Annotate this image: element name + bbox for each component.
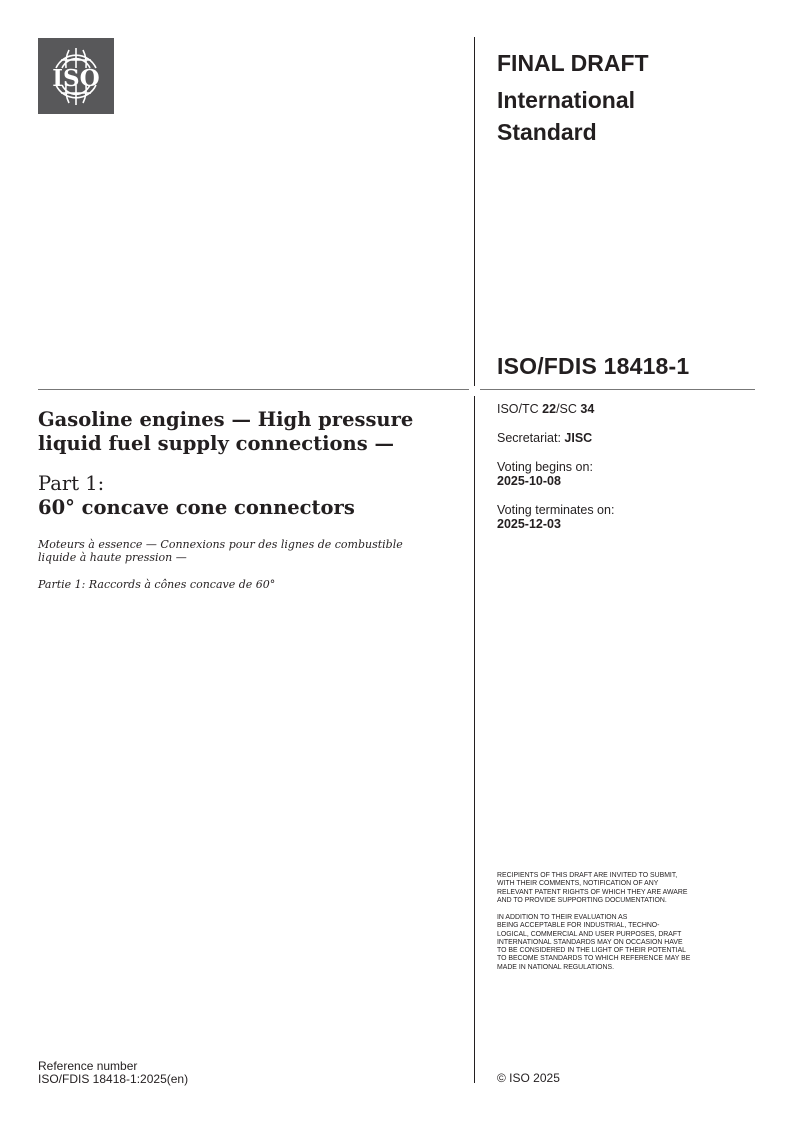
sc-number: 34	[580, 402, 595, 416]
voting-terminates-date: 2025-12-03	[497, 517, 561, 531]
horizontal-rule-left	[38, 389, 469, 390]
iso-globe-logo-icon	[38, 38, 114, 114]
vertical-divider-bottom	[474, 396, 475, 1083]
document-type-line2: Standard	[497, 119, 597, 145]
document-type-line1: International	[497, 87, 636, 113]
reference-value: ISO/FDIS 18418-1:2025(en)	[38, 1071, 189, 1086]
document-number: ISO/FDIS 18418-1	[497, 353, 690, 379]
evaluation-notice	[497, 914, 759, 972]
french-title-line1: Moteurs à essence — Connexions pour des lignes de combustible	[38, 538, 403, 551]
vertical-divider-top	[474, 37, 475, 386]
notice-line: RECIPIENTS OF THIS DRAFT ARE INVITED TO SUBMIT,	[497, 872, 678, 879]
tc-number: 22	[542, 402, 557, 416]
voting-terminates-label: Voting terminates on:	[497, 503, 615, 517]
draft-status-heading: FINAL DRAFT	[497, 50, 649, 76]
part-label: Part 1:	[38, 472, 105, 495]
patent-notice	[497, 872, 759, 905]
svg-text:ISO: ISO	[52, 65, 100, 92]
secretariat-label: Secretariat:	[497, 431, 565, 445]
french-part-title: Partie 1: Raccords à cônes concave de 60°	[38, 578, 276, 591]
copyright: © ISO 2025	[497, 1071, 560, 1085]
main-title-line2: liquid fuel supply connections —	[38, 432, 394, 455]
tc-prefix: ISO/TC	[497, 402, 543, 416]
notice-line: INTERNATIONAL STANDARDS MAY ON OCCASION HAVE	[497, 938, 683, 946]
document-type-heading	[497, 84, 635, 148]
notice-line: AND TO PROVIDE SUPPORTING DOCUMENTATION.	[497, 896, 667, 904]
iso-logo	[38, 38, 114, 114]
notice-line: RELEVANT PATENT RIGHTS OF WHICH THEY ARE AWARE	[497, 888, 688, 896]
notice-line: IN ADDITION TO THEIR EVALUATION AS	[497, 914, 628, 921]
french-title-line2: liquide à haute pression —	[38, 550, 187, 564]
reference-number	[38, 1060, 188, 1085]
secretariat-value: JISC	[564, 431, 593, 445]
secretariat	[497, 431, 592, 445]
voting-begins	[497, 460, 593, 488]
notice-line: BEING ACCEPTABLE FOR INDUSTRIAL, TECHNO-	[497, 922, 660, 930]
notice-line: TO BECOME STANDARDS TO WHICH REFERENCE MAY BE	[497, 955, 691, 963]
part-title: 60° concave cone connectors	[38, 496, 355, 519]
notice-line: MADE IN NATIONAL REGULATIONS.	[497, 963, 615, 971]
main-title-line1: Gasoline engines — High pressure	[38, 408, 414, 431]
reference-label: Reference number	[38, 1059, 138, 1073]
notice-line: TO BE CONSIDERED IN THE LIGHT OF THEIR POTENTIAL	[497, 947, 687, 955]
notice-line: LOGICAL, COMMERCIAL AND USER PURPOSES, DRAFT	[497, 930, 682, 938]
voting-terminates	[497, 503, 614, 531]
voting-begins-date: 2025-10-08	[497, 474, 561, 488]
french-title	[38, 539, 458, 564]
voting-begins-label: Voting begins on:	[497, 460, 593, 474]
committee-reference	[497, 402, 594, 416]
notice-line: WITH THEIR COMMENTS, NOTIFICATION OF ANY	[497, 880, 659, 888]
main-title	[38, 408, 458, 456]
horizontal-rule-right	[480, 389, 755, 390]
sc-prefix: /SC	[556, 402, 581, 416]
